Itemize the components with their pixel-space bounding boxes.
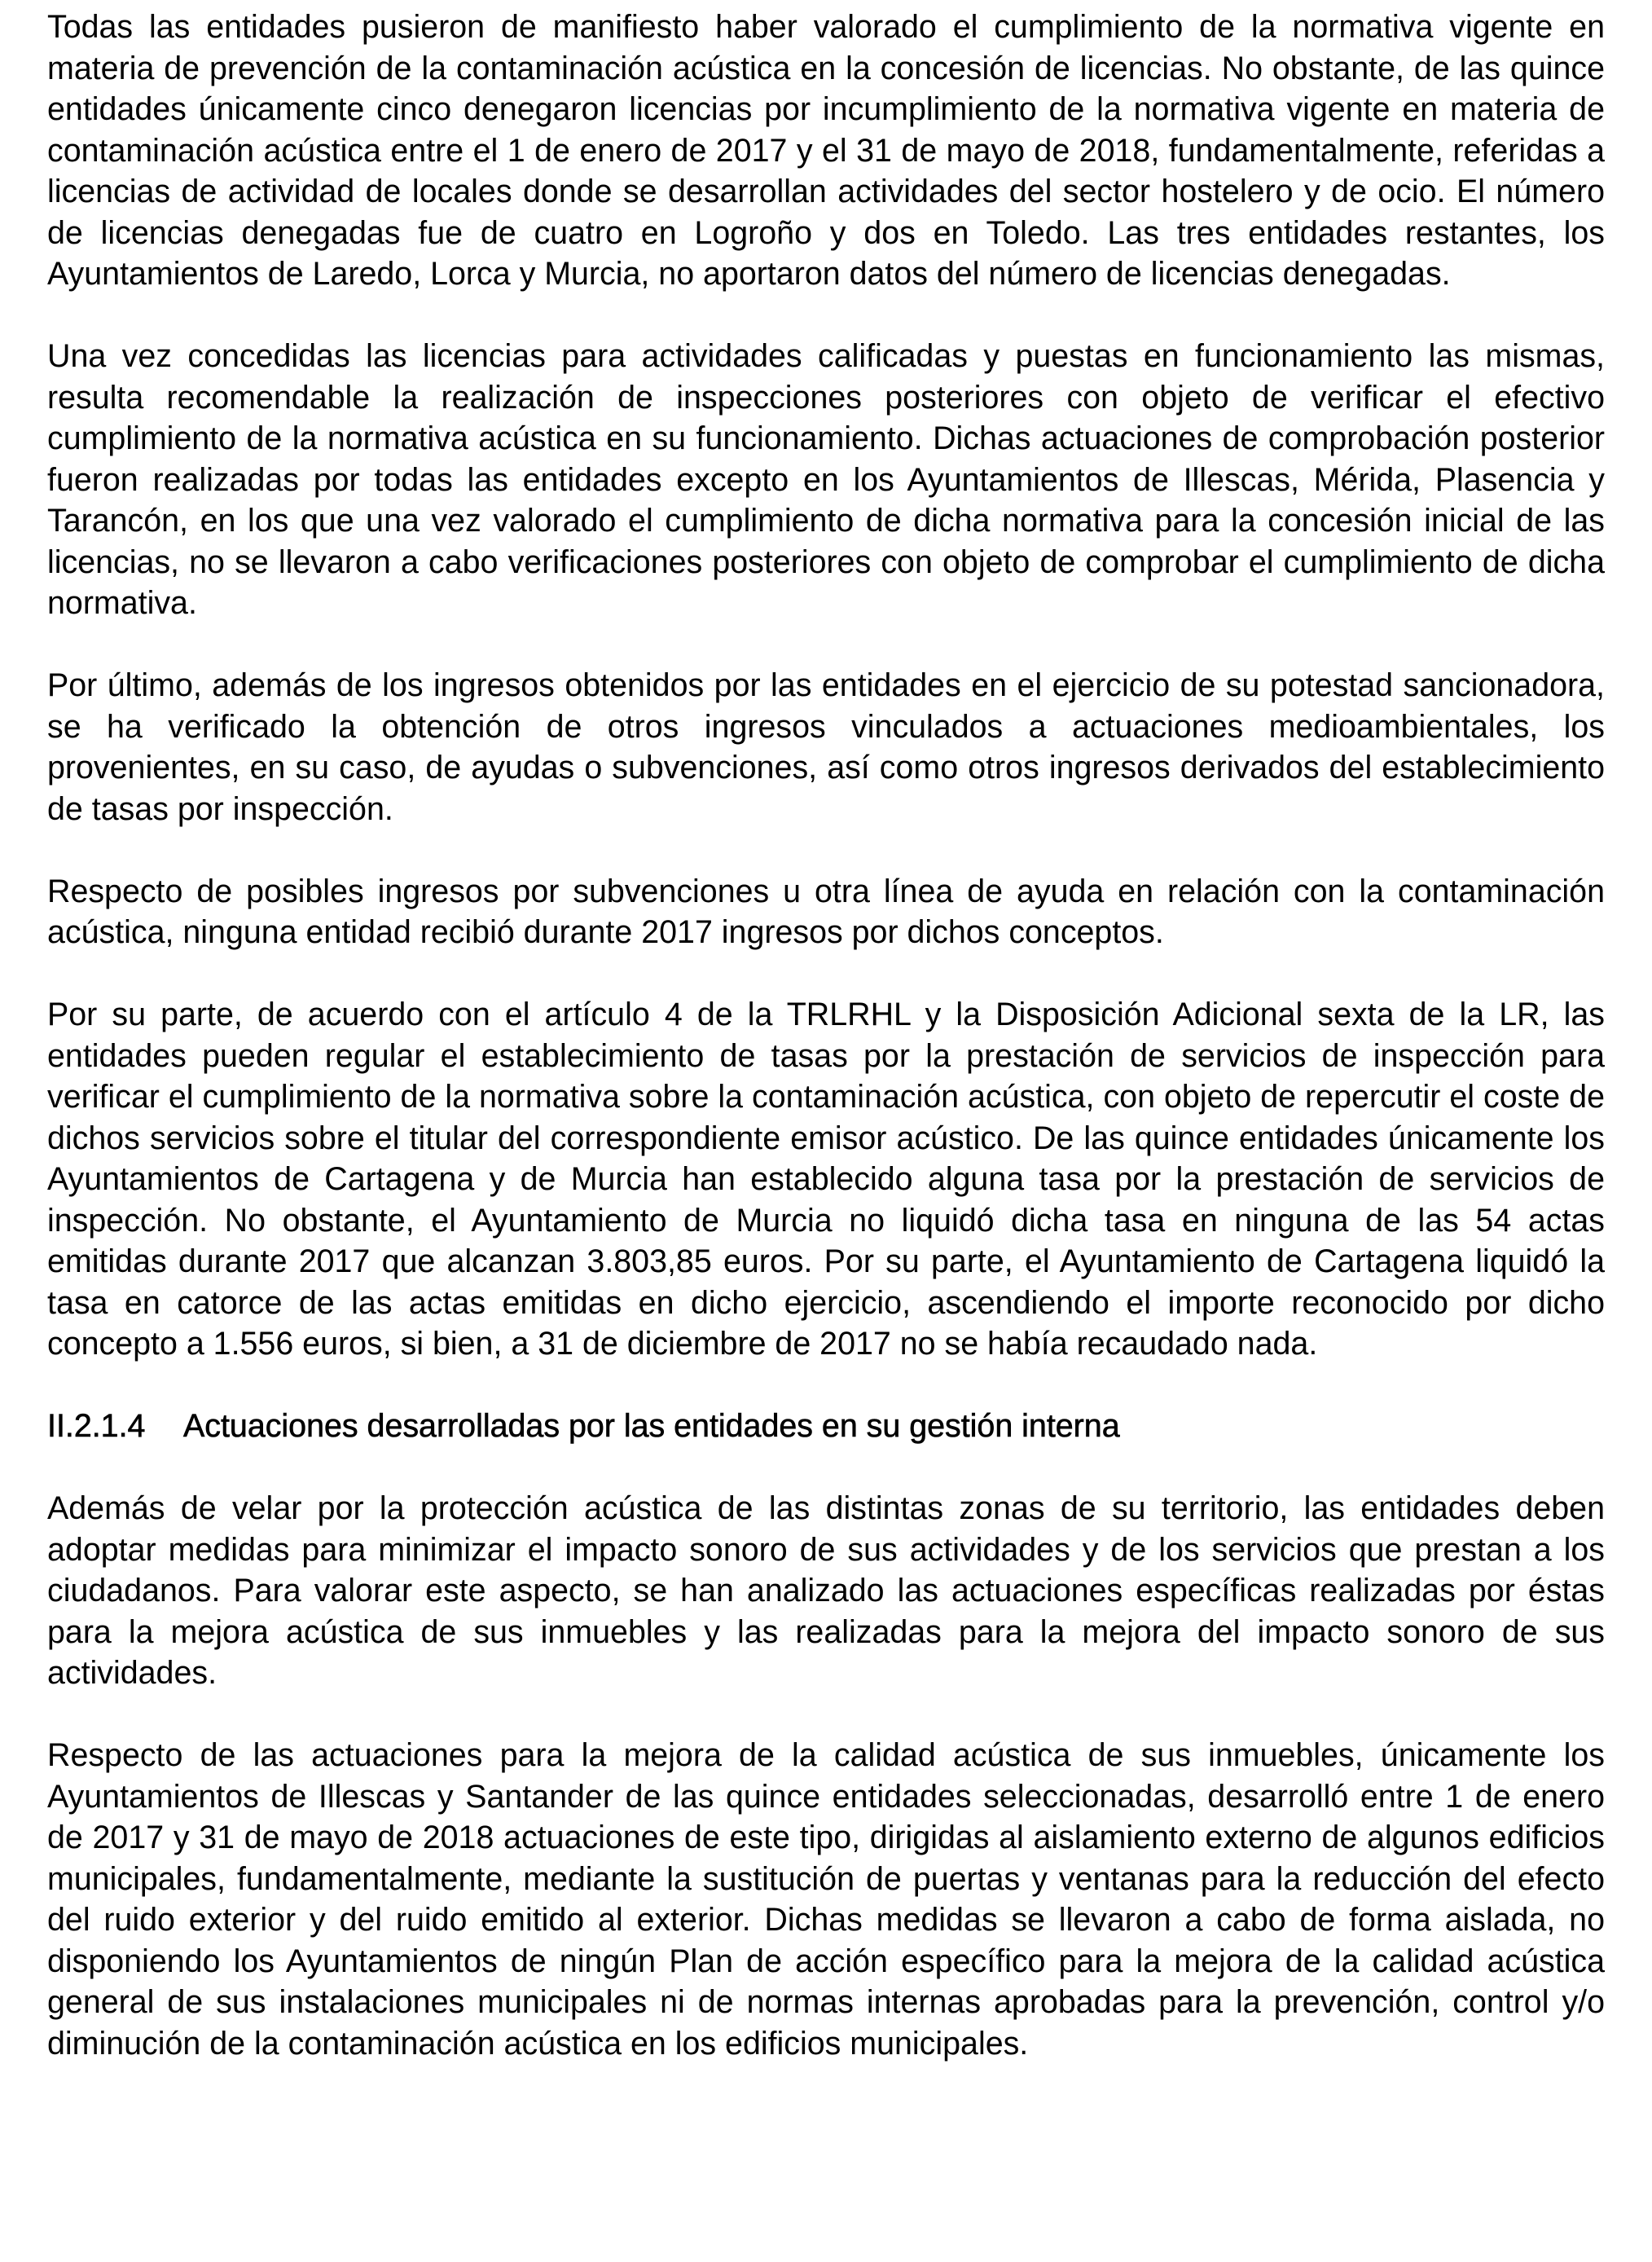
paragraph-tasas-inspeccion: Por su parte, de acuerdo con el artículo 4 de la TRLRHL y la Disposición Adicional sexta de la LR, las entidades pueden regular el establecimiento de tasas por la prestación de servicios de inspección para verificar el cumplimiento de la normativa sobre la contaminación acústica, con objeto de repercutir el coste de dichos servicios sobre el titular del correspondiente emisor acústico. De las quince entidades únicamente los Ayuntamientos de Cartagena y de Murcia han establecido alguna tasa por la prestación de servicios de inspección. No obstante, el Ayuntamiento de Murcia no liquidó dicha tasa en ninguna de las 54 actas emitidas durante 2017 que alcanzan 3.803,85 euros. Por su parte, el Ayuntamiento de Cartagena liquidó la tasa en catorce de las actas emitidas en dicho ejercicio, ascendiendo el importe reconocido por dicho concepto a 1.556 euros, si bien, a 31 de diciembre de 2017 no se había recaudado nada. [47,997,1605,1362]
paragraph-inspecciones-posteriores: Una vez concedidas las licencias para actividades calificadas y puestas en funcionamiento las mismas, resulta recomendable la realización de inspecciones posteriores con objeto de verificar el efectivo cumplimiento de la normativa acústica en su funcionamiento. Dichas actuaciones de comprobación posterior fueron realizadas por todas las entidades excepto en los Ayuntamientos de Illescas, Mérida, Plasencia y Tarancón, en los que una vez valorado el cumplimiento de dicha normativa para la concesión inicial de las licencias, no se llevaron a cabo verificaciones posteriores con objeto de comprobar el cumplimiento de dicha normativa. [47,338,1605,621]
section-heading [47,1406,1605,1447]
section-number: II.2.1.4 [47,1408,146,1444]
paragraph-otros-ingresos: Por último, además de los ingresos obtenidos por las entidades en el ejercicio de su potestad sancionadora, se ha verificado la obtención de otros ingresos vinculados a actuaciones medioambientales, los provenientes, en su caso, de ayudas o subvenciones, así como otros ingresos derivados del establecimiento de tasas por inspección. [47,667,1605,827]
paragraph-licencias-denegadas: Todas las entidades pusieron de manifiesto haber valorado el cumplimiento de la normativa vigente en materia de prevención de la contaminación acústica en la concesión de licencias. No obstante, de las quince entidades únicamente cinco denegaron licencias por incumplimiento de la normativa vigente en materia de contaminación acústica entre el 1 de enero de 2017 y el 31 de mayo de 2018, fundamentalmente, referidas a licencias de actividad de locales donde se desarrollan actividades del sector hostelero y de ocio. El número de licencias denegadas fue de cuatro en Logroño y dos en Toledo. Las tres entidades restantes, los Ayuntamientos de Laredo, Lorca y Murcia, no aportaron datos del número de licencias denegadas. [47,9,1605,292]
paragraph-mejora-inmuebles: Respecto de las actuaciones para la mejora de la calidad acústica de sus inmuebles, únicamente los Ayuntamientos de Illescas y Santander de las quince entidades seleccionadas, desarrolló entre 1 de enero de 2017 y 31 de mayo de 2018 actuaciones de este tipo, dirigidas al aislamiento externo de algunos edificios municipales, fundamentalmente, mediante la sustitución de puertas y ventanas para la reducción del efecto del ruido exterior y del ruido emitido al exterior. Dichas medidas se llevaron a cabo de forma aislada, no disponiendo los Ayuntamientos de ningún Plan de acción específico para la mejora de la calidad acústica general de sus instalaciones municipales ni de normas internas aprobadas para la prevención, control y/o diminución de la contaminación acústica en los edificios municipales. [47,1737,1605,2062]
paragraph-subvenciones: Respecto de posibles ingresos por subvenciones u otra línea de ayuda en relación con la contaminación acústica, ninguna entidad recibió durante 2017 ingresos por dichos conceptos. [47,873,1605,950]
paragraph-impacto-sonoro: Además de velar por la protección acústica de las distintas zonas de su territorio, las entidades deben adoptar medidas para minimizar el impacto sonoro de sus actividades y de los servicios que prestan a los ciudadanos. Para valorar este aspecto, se han analizado las actuaciones específicas realizadas por éstas para la mejora acústica de sus inmuebles y las realizadas para la mejora del impacto sonoro de sus actividades. [47,1490,1605,1691]
document-page [47,7,1605,2106]
section-title: Actuaciones desarrolladas por las entidades en su gestión interna [183,1408,1120,1444]
